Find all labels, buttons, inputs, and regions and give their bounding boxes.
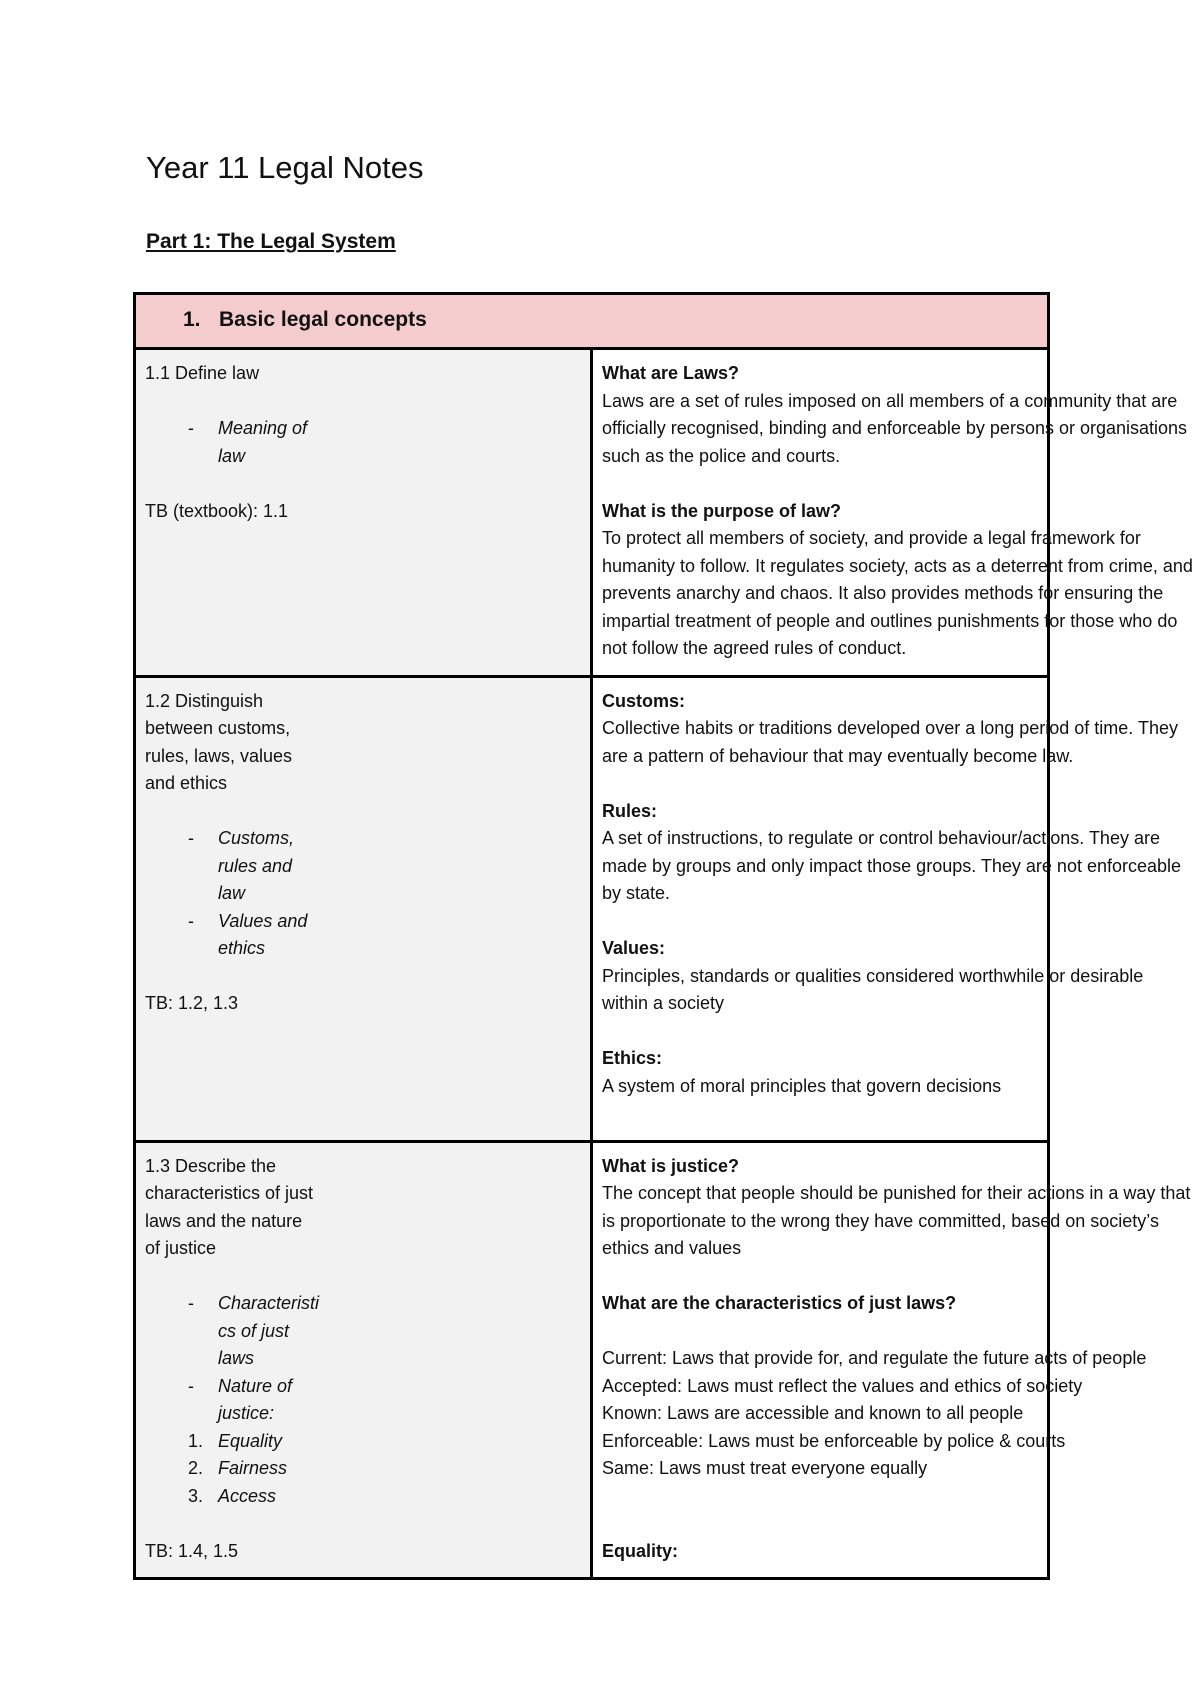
subtopic-item: - Customs, rules and law (188, 828, 295, 903)
term-heading: Ethics: (602, 1048, 663, 1068)
answer-line: The concept that people should be punished for their actions in a way that (602, 1183, 1191, 1203)
section-number: 1. (183, 308, 201, 331)
answer-line: humanity to follow. It regulates society, acts as a deterrent from crime, and (602, 555, 1193, 576)
answer-line: such as the police and courts. (602, 445, 841, 466)
answer-line: officially recognised, binding and enforceable by persons or organisations (602, 418, 1188, 438)
subtopic-item: - Meaning of law (188, 418, 308, 466)
definition-line: A system of moral principles that govern decisions (602, 1075, 1002, 1096)
question-heading: What are Laws? (602, 363, 740, 383)
answer-line: To protect all members of society, and provide a legal framework for (602, 528, 1141, 548)
textbook-reference: TB: 1.4, 1.5 (145, 1540, 239, 1561)
topic-title: and ethics (145, 773, 228, 793)
table-row (135, 1141, 1049, 1579)
content-cell (592, 349, 1193, 677)
topic-title: 1.3 Describe the (145, 1155, 277, 1176)
part-title: Part 1: The Legal System (146, 230, 396, 253)
definition-line: made by groups and only impact those groups. They are not enforceable (602, 855, 1182, 876)
answer-line: prevents anarchy and chaos. It also provides methods for ensuring the (602, 583, 1164, 603)
characteristic-item: Current: Laws that provide for, and regulate the future acts of people (602, 1348, 1147, 1368)
definition-line: A set of instructions, to regulate or control behaviour/actions. They are (602, 828, 1160, 848)
question-heading: Equality: (602, 1540, 679, 1561)
topic-title: between customs, (145, 718, 291, 738)
topic-cell (135, 1141, 592, 1579)
textbook-reference: TB (textbook): 1.1 (145, 500, 289, 521)
term-heading: Customs: (602, 690, 686, 711)
term-heading: Values: (602, 938, 666, 958)
definition-line: by state. (602, 883, 671, 903)
document-title: Year 11 Legal Notes (146, 150, 424, 185)
characteristic-item: Accepted: Laws must reflect the values and ethics of society (602, 1375, 1083, 1396)
definition-line: Collective habits or traditions developed over a long period of time. They (602, 718, 1178, 738)
subtopic-item: 3. Access (188, 1485, 277, 1506)
section-title: Basic legal concepts (219, 308, 427, 331)
definition-line: are a pattern of behaviour that may eventually become law. (602, 745, 1074, 766)
characteristic-item: Same: Laws must treat everyone equally (602, 1458, 928, 1478)
section-header-row (135, 294, 1049, 349)
answer-line: not follow the agreed rules of conduct. (602, 638, 907, 658)
question-heading: What are the characteristics of just laws? (602, 1293, 957, 1313)
topic-cell (135, 676, 592, 1141)
answer-line: impartial treatment of people and outlines punishments for those who do (602, 610, 1178, 631)
characteristic-item: Enforceable: Laws must be enforceable by police & courts (602, 1430, 1066, 1451)
table-row (135, 676, 1049, 1141)
topic-title: rules, laws, values (145, 745, 293, 766)
topic-title: laws and the nature (145, 1210, 303, 1231)
content-cell (592, 676, 1182, 1141)
topic-title: 1.1 Define law (145, 363, 260, 383)
answer-line: ethics and values (602, 1238, 742, 1258)
notes-table (133, 292, 1193, 1580)
topic-cell (135, 349, 592, 677)
topic-title: of justice (145, 1238, 217, 1258)
subtopic-item: - Nature of justice: (188, 1375, 293, 1423)
subtopic-item: 1. Equality (188, 1430, 283, 1451)
section-header (135, 294, 1049, 349)
term-heading: Rules: (602, 800, 658, 821)
subtopic-item: - Values and ethics (188, 910, 308, 958)
subtopic-item: - Characteristi cs of just laws (188, 1293, 320, 1368)
table-row (135, 349, 1049, 677)
subtopic-item: 2. Fairness (188, 1458, 288, 1478)
definition-line: Principles, standards or qualities considered worthwhile or desirable (602, 965, 1144, 986)
content-cell (592, 1141, 1191, 1579)
answer-line: Laws are a set of rules imposed on all members of a community that are (602, 390, 1178, 411)
textbook-reference: TB: 1.2, 1.3 (145, 993, 239, 1013)
characteristic-item: Known: Laws are accessible and known to all people (602, 1403, 1024, 1423)
definition-line: within a society (602, 993, 725, 1013)
question-heading: What is the purpose of law? (602, 500, 842, 521)
answer-line: is proportionate to the wrong they have committed, based on society’s (602, 1210, 1159, 1231)
topic-title: characteristics of just (145, 1183, 314, 1203)
question-heading: What is justice? (602, 1155, 740, 1176)
topic-title: 1.2 Distinguish (145, 690, 264, 711)
